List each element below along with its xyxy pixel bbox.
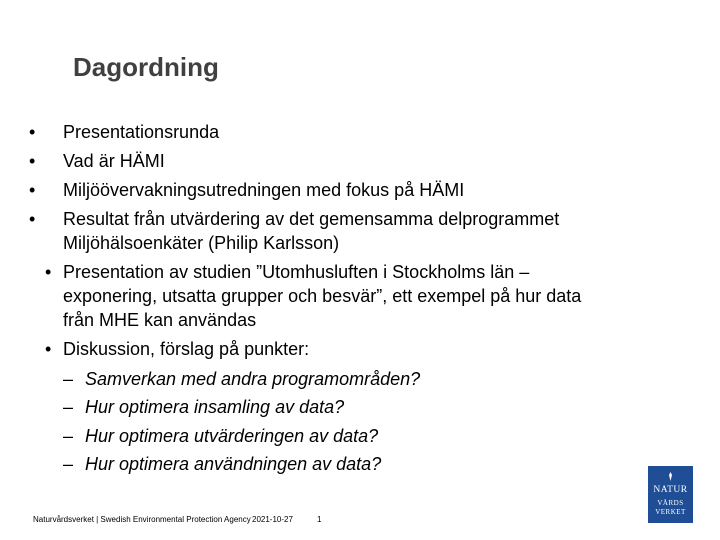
bullet-icon: • <box>29 209 36 229</box>
agenda-item-text: exponering, utsatta grupper och besvär”, ett exempel på hur data <box>63 286 582 306</box>
slide-title: Dagordning <box>73 52 219 82</box>
agenda-subitem-text: Hur optimera användningen av data? <box>85 454 382 474</box>
logo-line-vards: VÅRDS <box>657 499 684 507</box>
bullet-icon: • <box>45 339 52 359</box>
dash-icon: – <box>63 397 74 417</box>
bullet-icon: • <box>29 122 36 142</box>
dash-icon: – <box>63 426 74 446</box>
bullet-icon: • <box>29 151 36 171</box>
agenda-item-text: Presentation av studien ”Utomhusluften i Stockholms län – <box>63 262 530 282</box>
footer-page-number: 1 <box>317 515 322 524</box>
agenda-item-text: Miljöhälsoenkäter (Philip Karlsson) <box>63 233 340 253</box>
agenda-item-text: från MHE kan användas <box>63 310 257 330</box>
logo-line-natur: NATUR <box>653 485 688 495</box>
footer-date: 2021-10-27 <box>252 515 293 524</box>
agenda-item-text: Miljöövervakningsutredningen med fokus på HÄMI <box>63 180 465 200</box>
agenda-item-text: Presentationsrunda <box>63 122 220 142</box>
bullet-icon: • <box>45 262 52 282</box>
footer-organization: Naturvårdsverket | Swedish Environmental Protection Agency <box>33 515 251 524</box>
logo-line-verket: VERKET <box>655 508 686 516</box>
agenda-subitem-text: Hur optimera utvärderingen av data? <box>85 426 379 446</box>
naturvardsverket-logo <box>648 466 693 523</box>
agenda-item-text: Vad är HÄMI <box>63 151 165 171</box>
agenda-item-text: Resultat från utvärdering av det gemensamma delprogrammet <box>63 209 560 229</box>
bullet-icon: • <box>29 180 36 200</box>
agenda-item-text: Diskussion, förslag på punkter: <box>63 339 310 359</box>
crown-icon <box>667 472 674 481</box>
dash-icon: – <box>63 369 74 389</box>
agenda-subitem-text: Samverkan med andra programområden? <box>85 369 421 389</box>
agenda-subitem-text: Hur optimera insamling av data? <box>85 397 345 417</box>
dash-icon: – <box>63 454 74 474</box>
